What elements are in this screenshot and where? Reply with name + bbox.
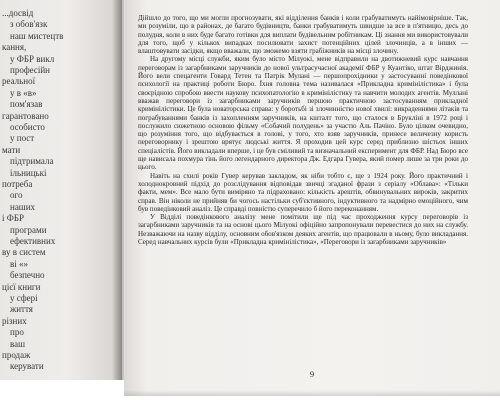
left-page-text-fragment: наш мистецтв [10,30,64,41]
page-number: 9 [309,369,315,379]
left-page-text-fragment: у в «в» [10,87,37,98]
left-page-text-fragment: продаж [2,350,31,360]
left-page-text-fragment: наших [10,201,36,212]
left-page [0,0,122,380]
left-page-text-fragment: безпечно [10,270,45,281]
left-page-text-fragment: реальної [2,76,36,87]
left-page-text-fragment: у сфері [10,293,38,303]
paragraph-behavioral-analysis-unit: У Відділі поведінкового аналізу мене помітили ще під час проходження курсу переговорів із загарбниками заручників та на основі цього Мілуокі офіційно запропонували перевестися до них на службу. Незважаючи на назву відділу, основним обов'язком деяких агентів, що працювали в ньому, було викладання. Серед навчальних курсів були «Прикладна кримінілістика», «Переговори із загарбниками заручників» [138,213,468,247]
left-page-text-fragment: ву в систем [2,247,46,258]
left-page-text-fragment: мати [2,144,21,155]
left-page-text-fragment: гарантовано [2,110,49,121]
left-page-text-fragment: у ФБР викл [10,53,55,64]
left-page-text-fragment: ві «» [10,258,28,269]
right-page [124,0,500,396]
left-page-text-fragment: потреба [2,179,33,189]
left-page-text-fragment: про [10,327,24,338]
left-page-text-fragment: різних [2,315,27,326]
left-page-text-fragment: підтримала [10,156,54,167]
left-page-text-fragment: ефективних [10,236,56,246]
left-page-text-fragment: цієї книги [2,281,41,292]
paragraph-milwaukee-quantico-course: На другому місці служби, яким було місто Мілуокі, мене відправили на двотижневий курс навчання переговорам із загарбниками заручників до нової ультрасучасної академії ФБР у Куантіко, штат Вірджинія. Його вели спецагенти Говард Тетен та Патрік Мулані — першопрохідники у застосуванні поведінкової психології на практиці роботи Бюро. Їхня головна тема називалася «Прикладна кримінілістика» і була своєрідною спробою ввести наукову психопатологію в кримінілістику та навчити молодих агентів. Муллані вважав переговори із загарбниками заручників першою практичною застосуванням прикладної кримінілістики. Це була новаторська справа: у боротьбі зі злочинністю нової хвилі: викраденнями літаків та пограбуваннями банків із захопленням заручників, на кшталт того, що сталося в Брукліні в 1972 році і послужило сюжетною основою фільму «Собачий полудень» за участю Аль Пачіно. Було цілком очевидно, що розуміння того, що відбувається в голові, у того, хто взяв заручників, принесе величезну користь переговорнику і зрештою врятує людські життя. Я проходив цей курс серед приблизно шістьох інших спеціалістів. Його викладали вперше, і це був сміливий та визначальний експеримент для ФБР. Над Бюро все ще нависала похмура тінь його легендарного директора Дж. Едгара Гувера, який помер лише за три роки до цього. [138,55,468,172]
left-page-text-fragment: особисто [10,122,45,132]
left-page-text-fragment: ого [10,190,23,201]
left-page-text-fragment: у пост [10,133,35,144]
left-page-text-fragment: ільницькі [10,167,47,178]
left-page-text-fragment: життя [10,304,33,315]
left-page-text-fragment: з обов'язк [10,19,48,30]
left-page-text-fragment: і ФБР [2,213,25,224]
left-page-text-fragment: пом'язав [10,99,43,110]
left-page-text-fragment: ваш [10,338,26,349]
left-page-text-fragment: кання, [2,42,27,53]
paragraph-bank-robbery-patterns: Дійшло до того, що ми могли прогнозувати, які відділення банків і коли грабуватимуть найімовірніше. Так, ми розуміли, що в районах, де багато будівництв, банки грабуватимуть швидше за все в п'ятницю, десь до полудня, коли в них буде багато готівки для виплати будівельним робітникам. Ці знання ми використовували для того, щоб у кількох випадках посилювати захист потенційних цілей злочинців, а в інших — влаштовувати засідки, якщо вважали, що зможемо взяти грабіжників на місці злочину. [138,14,468,56]
page-body-text [138,14,468,246]
left-page-text-fragment: ...досвід [2,8,34,18]
left-page-text-fragment: керувати [10,361,44,372]
left-page-text-fragment: професійн [10,65,50,75]
left-page-text-fragment: програми [10,224,47,235]
paragraph-hoover-era: Навіть на схилі років Гувер керував закладом, як ніби тобто є, ще з 1924 року. Його практичний і холоднокровний підхід до розслідування відповідав звичці згаданої фрази з серіалу «Облава»: «Тільки факти, мем». Все мало бути виміряно та підраховано: кількість арештів, обвинувальних вироків, закритих справ. Він ніколи не прийняв би чогось настільки суб'єктивного, індуктивного та надмірно емоційного, чим був поведінковий аналіз. Це справді повністю суперечило б його переконанням. [138,171,468,213]
